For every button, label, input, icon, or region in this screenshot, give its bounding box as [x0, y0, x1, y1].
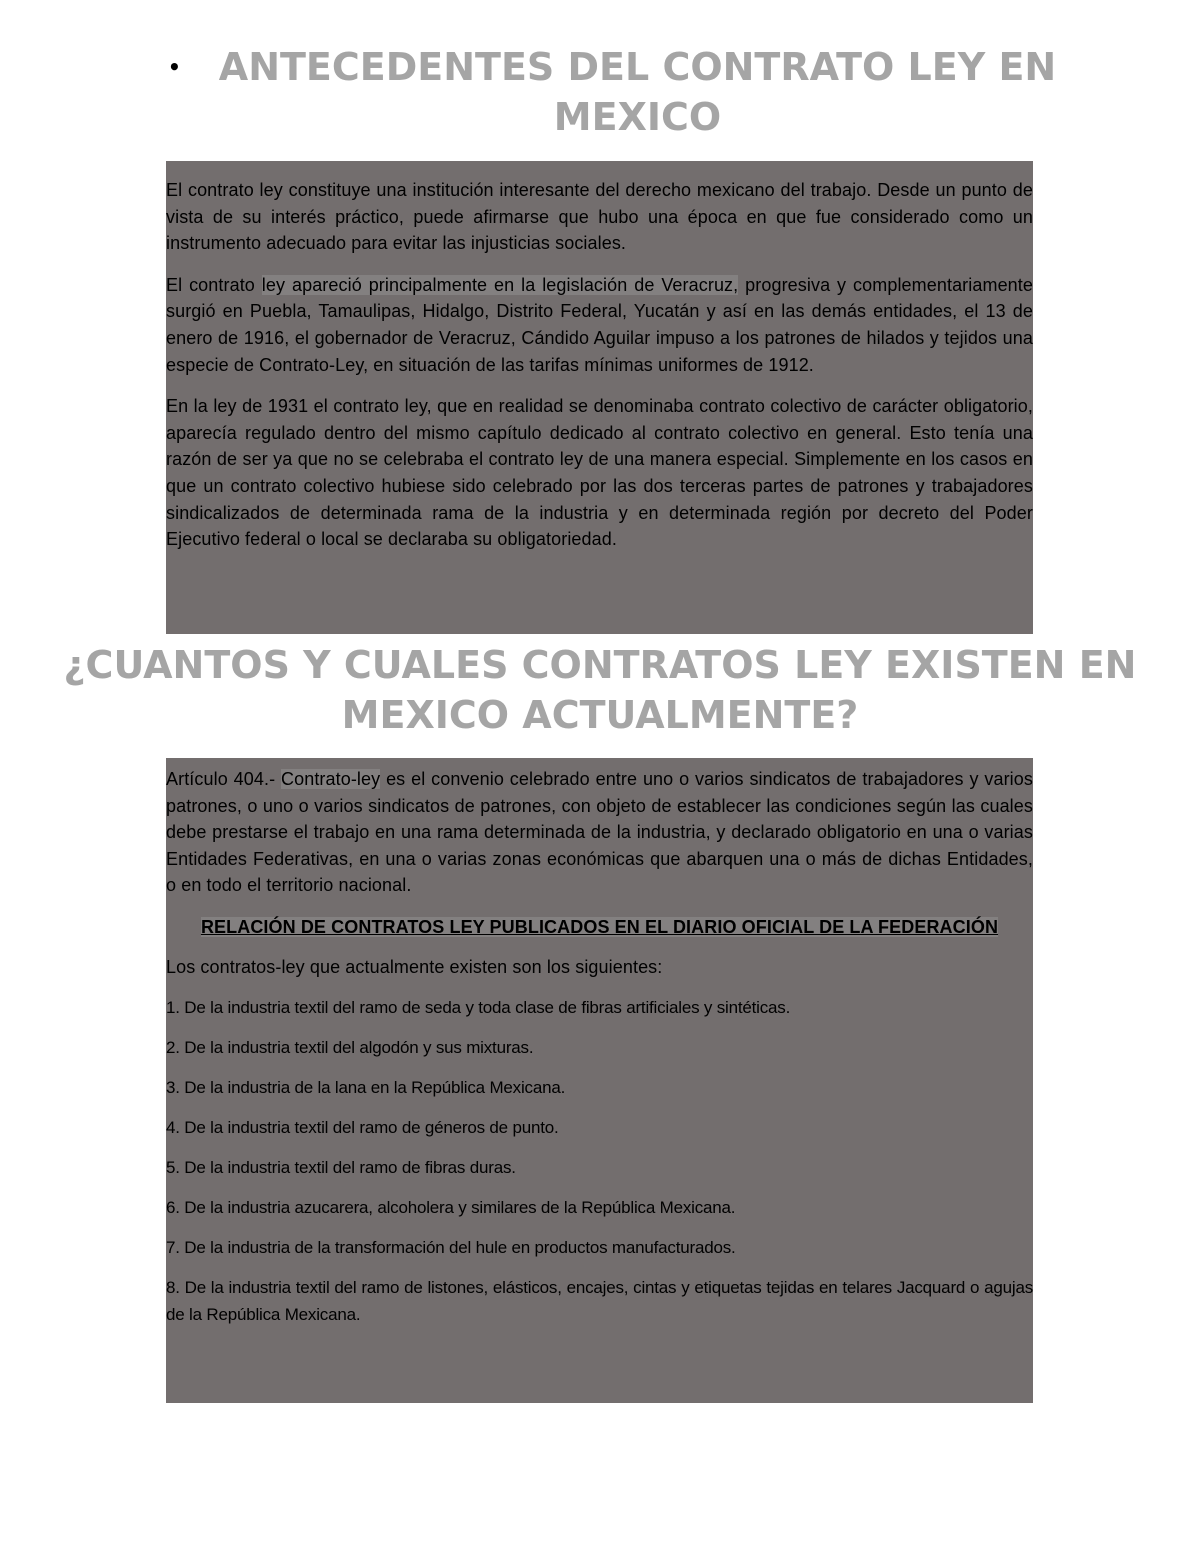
list-item: 7. De la industria de la transformación del hule en productos manufacturados.: [166, 1238, 736, 1258]
relacion-subtitle: [166, 914, 1033, 941]
paragraph-2-highlight: ley apareció principalmente en la legislación de Veracruz,: [261, 274, 739, 295]
list-item: 5. De la industria textil del ramo de fibras duras.: [166, 1158, 516, 1178]
paragraph-2: [166, 272, 1033, 378]
bullet: •: [168, 55, 181, 79]
article-highlight: Contrato-ley: [281, 769, 381, 789]
section-title-contratos-actuales: ¿CUANTOS Y CUALES CONTRATOS LEY EXISTEN EN MEXICO ACTUALMENTE?: [63, 643, 1137, 737]
paragraph-2-end: progresiva y complementariamente surgió en Puebla, Tamaulipas, Hidalgo, Distrito Federal, Yucatán y así en las demás entidades, el 13 de enero de 1916, el gobernador de Veracruz, Cándido Aguilar impuso a los patrones de hilados y tejidos una especie de Contrato-Ley, en situación de las tarifas mínimas uniformes de 1912.: [166, 274, 1034, 375]
list-intro: Los contratos-ley que actualmente existen son los siguientes:: [166, 956, 663, 977]
contratos-panel: [166, 758, 1033, 1403]
list-item: 3. De la industria de la lana en la República Mexicana.: [166, 1078, 566, 1098]
paragraph-3: En la ley de 1931 el contrato ley, que en realidad se denominaba contrato colectivo de carácter obligatorio, aparecía regulado dentro del mismo capítulo dedicado al contrato colectivo en general. Esto tenía una razón de ser ya que no se celebraba el contrato ley de una manera especial. Simplemente en los casos en que un contrato colectivo hubiese sido celebrado por las dos terceras partes de patrones y trabajadores sindicalizados de determinada rama de la industria y en determinada región por decreto del Poder Ejecutivo federal o local se declaraba su obligatoriedad.: [166, 396, 1033, 550]
section-title-antecedentes: [160, 42, 1115, 142]
list-item: 8. De la industria textil del ramo de listones, elásticos, encajes, cintas y etiquetas tejidas en telares Jacquard o agujas de la República Mexicana.: [166, 1278, 1033, 1324]
relacion-subtitle-text: RELACIÓN DE CONTRATOS LEY PUBLICADOS EN EL DIARIO OFICIAL DE LA FEDERACIÓN: [200, 916, 999, 937]
list-item: 2. De la industria textil del algodón y sus mixturas.: [166, 1038, 534, 1058]
list-item: 4. De la industria textil del ramo de géneros de punto.: [166, 1118, 559, 1138]
article-404: [166, 766, 1033, 899]
article-start: Artículo 404.-: [166, 769, 281, 789]
list-item: 6. De la industria azucarera, alcoholera y similares de la República Mexicana.: [166, 1198, 736, 1218]
section-title-text: ANTECEDENTES DEL CONTRATO LEY EN MEXICO: [218, 45, 1057, 139]
list-item: 1. De la industria textil del ramo de seda y toda clase de fibras artificiales y sintéticas.: [166, 998, 791, 1018]
antecedentes-panel: [166, 161, 1033, 634]
paragraph-1: El contrato ley constituye una institución interesante del derecho mexicano del trabajo. Desde un punto de vista de su interés práctico, puede afirmarse que hubo una época en que fue considerado como un instrumento adecuado para evitar las injusticias sociales.: [166, 180, 1033, 254]
article-end: es el convenio celebrado entre uno o varios sindicatos de trabajadores y varios patrones, o uno o varios sindicatos de patrones, con objeto de establecer las condiciones según las cuales debe prestarse el trabajo en una rama determinada de la industria, y declarado obligatorio en una o varias Entidades Federativas, en una o varias zonas económicas que abarquen una o más de dichas Entidades, o en todo el territorio nacional.: [166, 769, 1033, 896]
paragraph-2-start: El contrato: [166, 274, 262, 295]
